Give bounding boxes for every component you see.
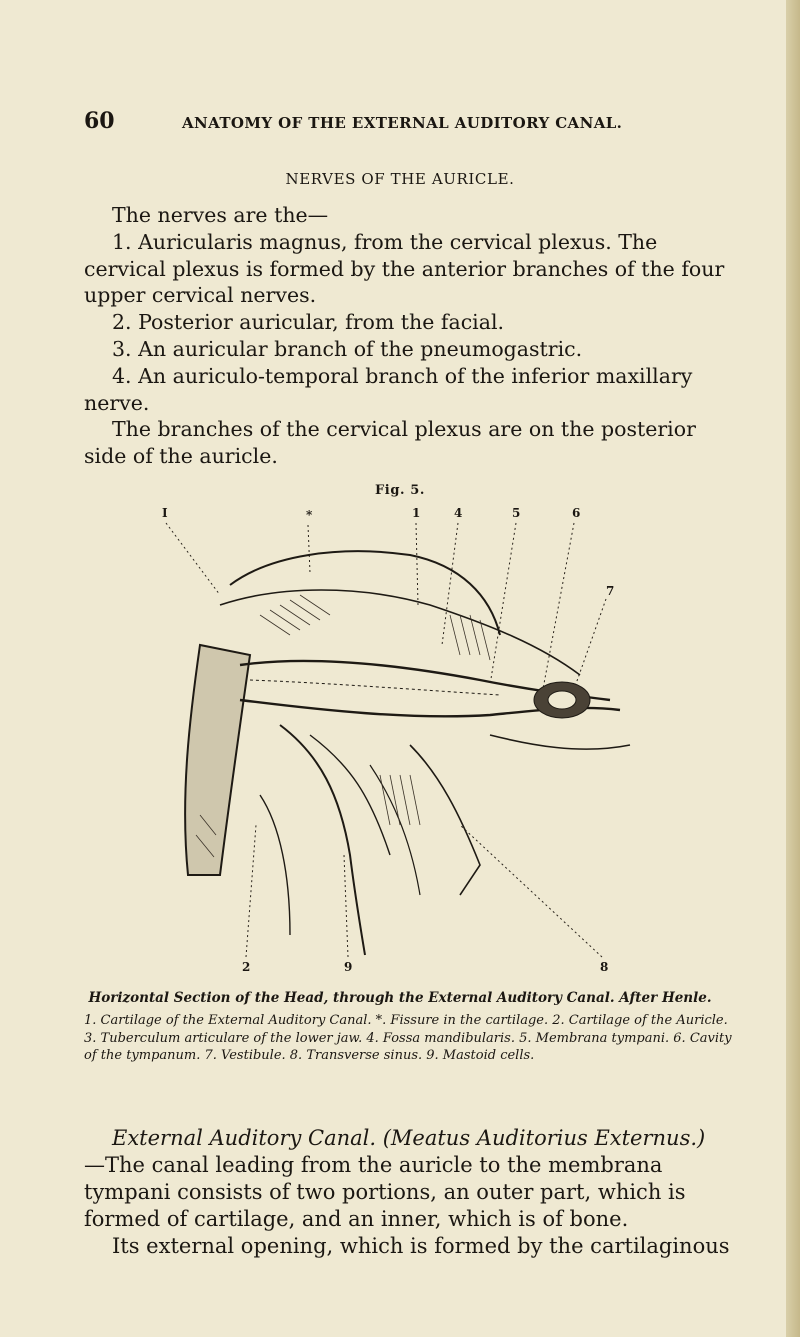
- marker-asterisk: *: [306, 508, 313, 522]
- marker-2: 2: [242, 960, 251, 974]
- marker-9: 9: [344, 960, 353, 974]
- nerve-item-4: 4. An auriculo-temporal branch of the inferior maxillary nerve.: [84, 364, 693, 415]
- subheading: External Auditory Canal. (Meatus Auditorius Externus.): [112, 1126, 706, 1150]
- marker-1: 1: [412, 506, 421, 520]
- closing-paragraph: The branches of the cervical plexus are on the posterior side of the auricle.: [84, 417, 696, 468]
- nerve-item-3: 3. An auricular branch of the pneumogastric.: [112, 337, 583, 361]
- nerve-item-1: 1. Auricularis magnus, from the cervical plexus. The cervical plexus is formed by the anterior branches of the four upper cervical nerves.: [84, 230, 725, 307]
- page-header: [84, 108, 724, 142]
- page-number: 60: [84, 108, 115, 134]
- intro-line: The nerves are the—: [112, 203, 329, 227]
- paragraph-2: Its external opening, which is formed by the cartilaginous: [112, 1234, 730, 1258]
- marker-7: 7: [606, 584, 615, 598]
- marker-6: 6: [572, 506, 581, 520]
- marker-4: 4: [454, 506, 463, 520]
- body-text: [84, 1125, 730, 1260]
- section-heading: NERVES OF THE AURICLE.: [285, 170, 515, 188]
- running-title: ANATOMY OF THE EXTERNAL AUDITORY CANAL.: [182, 114, 623, 132]
- figure-legend: 1. Cartilage of the External Auditory Canal. *. Fissure in the cartilage. 2. Cartilage of the Auricle. 3. Tuberculum articulare of the lower jaw. 4. Fossa mandibularis. 5. Membrana tympani. 6. Cavity of the tympanum. 7. Vestibule. 8. Transverse sinus. 9. Mastoid cells.: [84, 1013, 732, 1063]
- page-edge: [786, 0, 800, 1337]
- figure-caption: Horizontal Section of the Head, through the External Auditory Canal. After Henle.: [88, 990, 712, 1006]
- paragraph-1: —The canal leading from the auricle to the membrana tympani consists of two portions, an outer part, which is formed of cartilage, and an inner, which is of bone.: [84, 1153, 686, 1231]
- anatomical-section-illustration: [160, 495, 660, 985]
- marker-5: 5: [512, 506, 521, 520]
- marker-roman-i: I: [162, 506, 168, 520]
- nerve-item-2: 2. Posterior auricular, from the facial.: [112, 310, 505, 334]
- figure-label: Fig. 5.: [374, 483, 426, 498]
- marker-8: 8: [600, 960, 609, 974]
